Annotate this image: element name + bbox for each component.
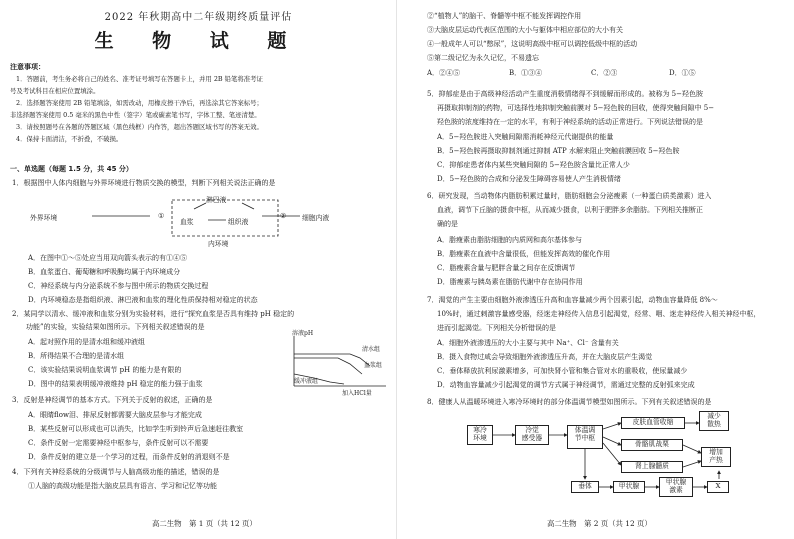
option: A．脂瘦素由脂肪细胞的内质网和高尔基体参与 [437, 236, 583, 244]
statement: ①人脑的高级功能是指大脑皮层具有语言、学习和记忆等功能 [28, 482, 217, 490]
ph-chart [290, 330, 394, 398]
option: D．图中的结果表明缓冲液维持 pH 稳定的能力强于血浆 [28, 380, 203, 388]
statement: ③大脑皮层运动代表区范围的大小与躯体中相应部位的大小有关 [427, 26, 623, 34]
option: D．动物血容量减少引起渴觉的调节方式属于神经调节，需通过完整的反射弧来完成 [437, 381, 695, 389]
option: B．血浆蛋白、葡萄糖和呼吸酶均属于内环境成分 [28, 268, 181, 276]
pituitary-box: 垂体 [571, 481, 599, 493]
option: A．在图中①～⑤处应当用双向箭头表示的有①④⑤ [28, 254, 188, 262]
question-1: 1．根据图中人体内细胞与外界环境进行物质交换的模型，判断下列相关说法正确的是 [12, 179, 276, 187]
thyroid-box: 甲状腺 [613, 481, 645, 493]
internal-env-label: 内环境 [208, 240, 229, 248]
question-6-cont: 确的是 [437, 220, 458, 228]
question-7-cont: 10%时，通过刺激容量感受器，经迷走神经传入信息引起渴觉，经常、咽、迷走神经传入相关神经中枢， [437, 310, 761, 318]
option: B．某些反射可以形成也可以消失，比如学生听到铃声后急速赶往教室 [28, 425, 244, 433]
question-2-cont: 功能”的实验，实验结果如图所示。下列相关叙述错误的是 [26, 323, 205, 331]
ph-chart-xlabel: 加入HCl量 [342, 390, 372, 397]
option: A．眼睛flow泪、排尿反射都需要大脑皮层参与才能完成 [28, 411, 202, 419]
ph-chart-ylabel: 溶液pH [292, 330, 314, 337]
option: D．①⑤ [669, 69, 696, 77]
question-6-cont: 血液，调节下丘脑的摄食中枢，从而减少摄食，以利于肥胖多余脂肪。下列相关推断正 [437, 206, 703, 214]
option: C．神经系统与内分泌系统不参与图中所示的物质交换过程 [28, 282, 209, 290]
body-fluid-diagram [30, 192, 360, 250]
lymph-label: 淋巴液 [206, 196, 227, 204]
notice-line: 3．请按照题号在各题的答题区域（黑色线框）内作答，超出答题区域书写的答案无效。 [16, 123, 263, 131]
statement: ⑤第二级记忆为永久记忆，不易遗忘 [427, 54, 539, 62]
option: C．抑郁症患者体内某些突触间隙的 5−羟色胺含量比正常人少 [437, 161, 630, 169]
question-4: 4．下列有关神经系统的分级调节与人脑高级功能的描述，错误的是 [12, 468, 220, 476]
adrenal-medulla-box: 肾上腺髓质 [621, 461, 683, 473]
ph-series-plasma: 血浆组 [364, 362, 383, 369]
question-5-cont: 羟色胺的浓度维持在一定的水平，有利于神经系统的活动正常进行。下列说法错误的是 [437, 118, 703, 126]
exam-title: 2022 年秋期高中二年级期终质量评估 [104, 12, 293, 23]
ph-series-buffer: 缓冲液组 [294, 378, 319, 385]
shivering-box: 骨骼肌战栗 [621, 439, 683, 451]
plasma-label: 血浆 [180, 218, 194, 226]
question-6: 6．研究发现，当动物体内脂肪积累过量时，脂肪细胞会分泌瘦素（一种蛋白质类激素）进入 [427, 192, 712, 200]
thermoregulation-diagram [467, 409, 767, 511]
question-8: 8．健康人从温暖环境进入寒冷环境时的部分体温调节模型如图所示。下列有关叙述错误的是 [427, 398, 712, 406]
increase-heat-box: 增加 产热 [701, 447, 731, 467]
question-7-cont: 进而引起渴觉。下列相关分析错误的是 [437, 324, 556, 332]
option: C．脂瘦素含量与肥胖含量之间存在反馈调节 [437, 264, 576, 272]
section-heading: 一、单选题（每题 1.5 分，共 45 分） [10, 165, 133, 173]
option: A．5−羟色胺进入突触间隙需消耗神经元代谢提供的能量 [437, 133, 614, 141]
statement: ②“植物人”的脑干、脊髓等中枢不能发挥调控作用 [427, 12, 582, 20]
page-right [397, 0, 794, 539]
tissue-fluid-label: 组织液 [228, 218, 249, 226]
cold-env-box: 寒冷 环境 [467, 425, 493, 445]
option: B．5−羟色胺再摄取抑制剂通过抑制 ATP 水解来阻止突触前膜回收 5−羟色胺 [437, 147, 680, 155]
option: B．所得结果不合理的是清水组 [28, 352, 125, 360]
external-env-label: 外界环境 [30, 214, 58, 222]
option: D．5−羟色胺的合成和分泌发生障碍容易使人产生消极情绪 [437, 175, 621, 183]
option: D．脂瘦素与胰岛素在脂肪代谢中存在协同作用 [437, 278, 583, 286]
option: D．条件反射的建立是一个学习的过程，而条件反射的消退则不是 [28, 453, 230, 461]
cold-receptor-box: 冷觉 感受器 [515, 425, 549, 445]
ph-series-water: 清水组 [362, 346, 381, 353]
option: C．该实验结果说明血浆调节 pH 的能力是有限的 [28, 366, 182, 374]
option: C．垂体释放抗利尿激素增多，可加快肾小管和集合管对水的重吸收，使尿量减少 [437, 367, 688, 375]
vasoconstriction-box: 皮肤血管收缩 [621, 417, 685, 429]
notice-line: 2．选择题答案使用 2B 铅笔填涂，如需改动，用橡皮擦干净后，再选涂其它答案标号； [16, 99, 263, 107]
notice-line: 1．答题前，考生务必将自己的姓名、准考证号填写在答题卡上，并用 2B 铅笔将准考证 [16, 75, 263, 83]
question-5: 5．抑郁症是由于高级神经活动产生重度消极情绪得不到缓解而形成的。被称为 5−羟色胺 [427, 90, 703, 98]
option: A．细胞外液渗透压的大小主要与其中 Na⁺、Cl⁻ 含量有关 [437, 339, 619, 347]
circle-2-label: ② [280, 212, 287, 220]
subject-title: 生 物 试 题 [94, 30, 303, 52]
option: C．条件反射一定需要神经中枢参与，条件反射可以不需要 [28, 439, 209, 447]
intracellular-fluid-label: 细胞内液 [302, 214, 330, 222]
option: A．②④⑤ [427, 69, 461, 77]
page-footer: 高二生物 第 1 页（共 12 页） [152, 519, 257, 528]
option: A．起对照作用的是清水组和缓冲液组 [28, 338, 146, 346]
thyroid-hormone-box: 甲状腺 激素 [659, 477, 693, 497]
notice-line: 非选择题答案使用 0.5 毫米的黑色中性（签字）笔或碳素笔书写，字体工整、笔迹清楚。 [10, 111, 261, 119]
page-footer: 高二生物 第 2 页（共 12 页） [547, 519, 652, 528]
question-3: 3．反射是神经调节的基本方式。下列关于反射的叙述，正确的是 [12, 396, 213, 404]
question-5-cont: 再摄取抑制剂的药物，可选择性地抑制突触前膜对 5−羟色胺的回收，使得突触间隙中 5− [437, 104, 715, 112]
statement: ④一般成年人可以“憋尿”，这说明高级中枢可以调控低级中枢的活动 [427, 40, 638, 48]
question-2: 2．某同学以清水、缓冲液和血浆分别为实验材料，进行“探究血浆是否具有维持 pH 稳定的 [12, 310, 295, 318]
thermo-center-box: 体温调 节中枢 [567, 425, 603, 449]
x-box: X [707, 481, 729, 493]
option: C．②③ [591, 69, 618, 77]
option: B．脂瘦素在血液中含量很低，但能发挥高效的催化作用 [437, 250, 611, 258]
notice-title: 注意事项： [10, 63, 45, 71]
option: B．①③④ [509, 69, 543, 77]
notice-line: 4．保持卡面清洁，不折叠，不破损。 [16, 135, 123, 143]
circle-1-label: ① [158, 212, 165, 220]
option: D．内环境稳态是指组织液、淋巴液和血浆的理化性质保持相对稳定的状态 [28, 296, 258, 304]
option: B．摄入食物过咸会导致细胞外液渗透压升高，并在大脑皮层产生渴觉 [437, 353, 653, 361]
notice-line: 号及考试科目在相应位置填涂。 [10, 87, 100, 95]
reduce-heat-loss-box: 减少 散热 [699, 411, 729, 431]
question-7: 7．渴觉的产生主要由细胞外液渗透压升高和血容量减少两个因素引起，动物血容量降低 8%～ [427, 296, 718, 304]
